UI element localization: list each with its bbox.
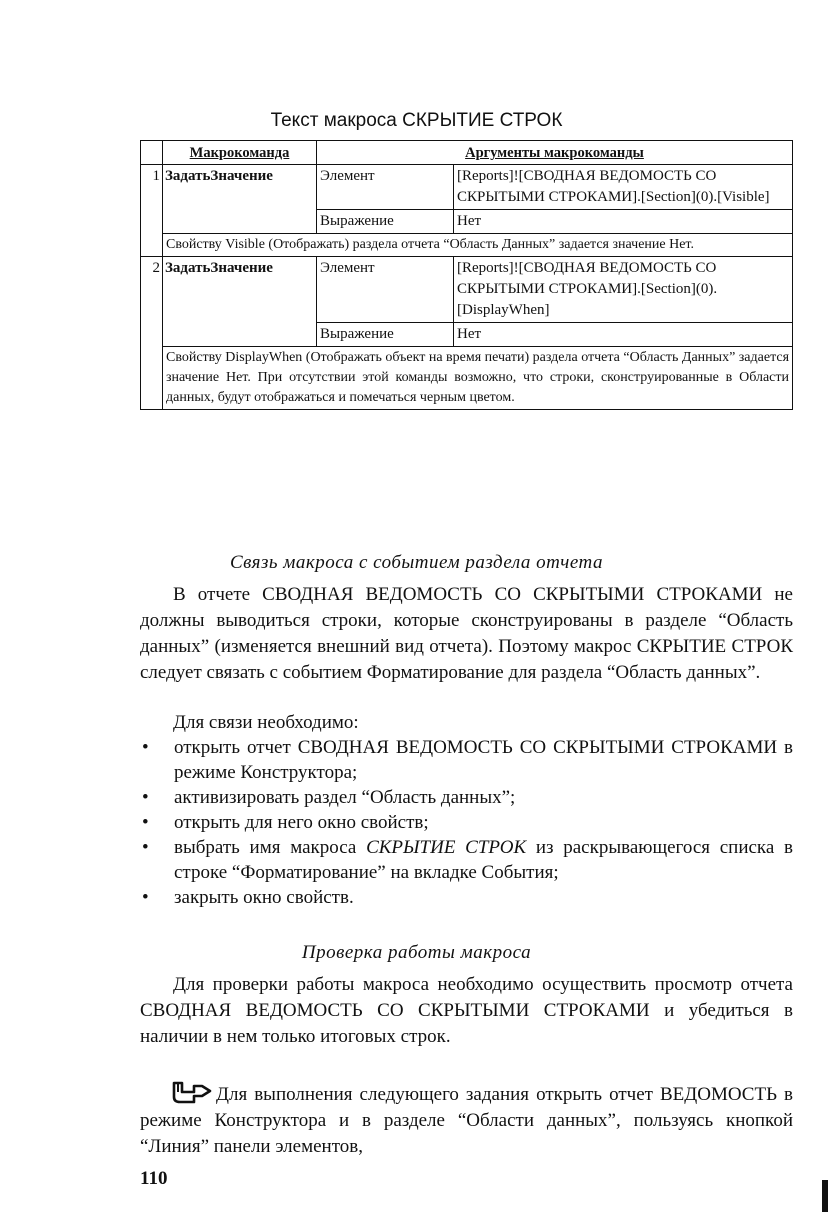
arg-name-cell: Элемент xyxy=(317,165,454,210)
list-item xyxy=(140,835,793,885)
table-row xyxy=(141,347,793,410)
bullet-icon: • xyxy=(142,787,149,808)
table-header-row xyxy=(141,141,793,165)
table-row xyxy=(141,257,793,323)
bullet-icon: • xyxy=(142,887,149,908)
task-paragraph xyxy=(140,1080,793,1160)
list-item-text-tail: из раскрывающегося списка в строке “Форматирование” на вкладке События; xyxy=(174,837,794,883)
list-item xyxy=(140,810,793,835)
bullet-icon: • xyxy=(142,812,149,833)
page-number: 110 xyxy=(140,1168,168,1189)
list-item-text: выбрать имя макроса xyxy=(174,837,367,858)
list-item xyxy=(140,735,793,785)
list-item xyxy=(140,785,793,810)
paragraph: Для проверки работы макроса необходимо осуществить просмотр отчета СВОДНАЯ ВЕДОМОСТЬ СО СКРЫТЫМИ СТРОКАМИ и убедиться в наличии в нем только итоговых строк. xyxy=(140,974,793,1047)
arg-name-cell: Элемент xyxy=(317,257,454,323)
row-number: 2 xyxy=(141,257,163,410)
header-command: Макрокоманда xyxy=(163,141,317,165)
scan-edge-mark xyxy=(822,1180,828,1212)
paragraph: В отчете СВОДНАЯ ВЕДОМОСТЬ СО СКРЫТЫМИ СТРОКАМИ не должны выводиться строки, которые сконструированы в разделе “Область данных” (изменяется внешний вид отчета). Поэтому макрос СКРЫТИЕ СТРОК следует связать с событием Форматирование для раздела “Область данных”. xyxy=(140,584,793,683)
bullet-icon: • xyxy=(142,737,149,758)
bullet-list xyxy=(140,735,793,910)
task-hand-icon xyxy=(170,1080,212,1106)
description-cell: Свойству Visible (Отображать) раздела отчета “Область Данных” задается значение Нет. xyxy=(163,234,793,257)
arg-value-cell: [Reports]![СВОДНАЯ ВЕДОМОСТЬ СО СКРЫТЫМИ СТРОКАМИ].[Section](0).[Visible] xyxy=(454,165,793,210)
page-title: Текст макроса СКРЫТИЕ СТРОК xyxy=(270,110,563,131)
list-item-text: открыть отчет СВОДНАЯ ВЕДОМОСТЬ СО СКРЫТЫМИ СТРОКАМИ в режиме Конструктора; xyxy=(174,737,793,783)
section-heading: Проверка работы макроса xyxy=(301,942,532,963)
table-row xyxy=(141,165,793,210)
list-item-text: закрыть окно свойств. xyxy=(174,887,354,908)
table-row xyxy=(141,234,793,257)
task-text: Для выполнения следующего задания открыть отчет ВЕДОМОСТЬ в режиме Конструктора и в разделе “Области данных”, пользуясь кнопкой “Линия” панели элементов, xyxy=(140,1084,793,1157)
bullet-icon: • xyxy=(142,837,149,858)
list-item xyxy=(140,885,793,910)
arg-name-cell: Выражение xyxy=(317,210,454,234)
arg-value-cell: [Reports]![СВОДНАЯ ВЕДОМОСТЬ СО СКРЫТЫМИ СТРОКАМИ].[Section](0).[DisplayWhen] xyxy=(454,257,793,323)
description-cell: Свойству DisplayWhen (Отображать объект на время печати) раздела отчета “Область Данных” задается значение Нет. При отсутствии этой команды возможно, что строки, сконструированные в Области данных, будут отображаться и помечаться черным цветом. xyxy=(163,347,793,410)
arg-name-cell: Выражение xyxy=(317,323,454,347)
macro-name-emphasis: СКРЫТИЕ СТРОК xyxy=(366,837,527,858)
macro-table xyxy=(140,140,793,410)
command-cell: ЗадатьЗначение xyxy=(163,165,317,234)
list-item-text: открыть для него окно свойств; xyxy=(174,812,429,833)
command-cell: ЗадатьЗначение xyxy=(163,257,317,347)
header-num xyxy=(141,141,163,165)
header-arguments: Аргументы макрокоманды xyxy=(317,141,793,165)
arg-value-cell: Нет xyxy=(454,210,793,234)
list-item-text: активизировать раздел “Область данных”; xyxy=(174,787,516,808)
arg-value-cell: Нет xyxy=(454,323,793,347)
paragraph-intro: Для связи необходимо: xyxy=(173,712,359,733)
section-heading: Связь макроса с событием раздела отчета xyxy=(229,552,604,573)
row-number: 1 xyxy=(141,165,163,257)
